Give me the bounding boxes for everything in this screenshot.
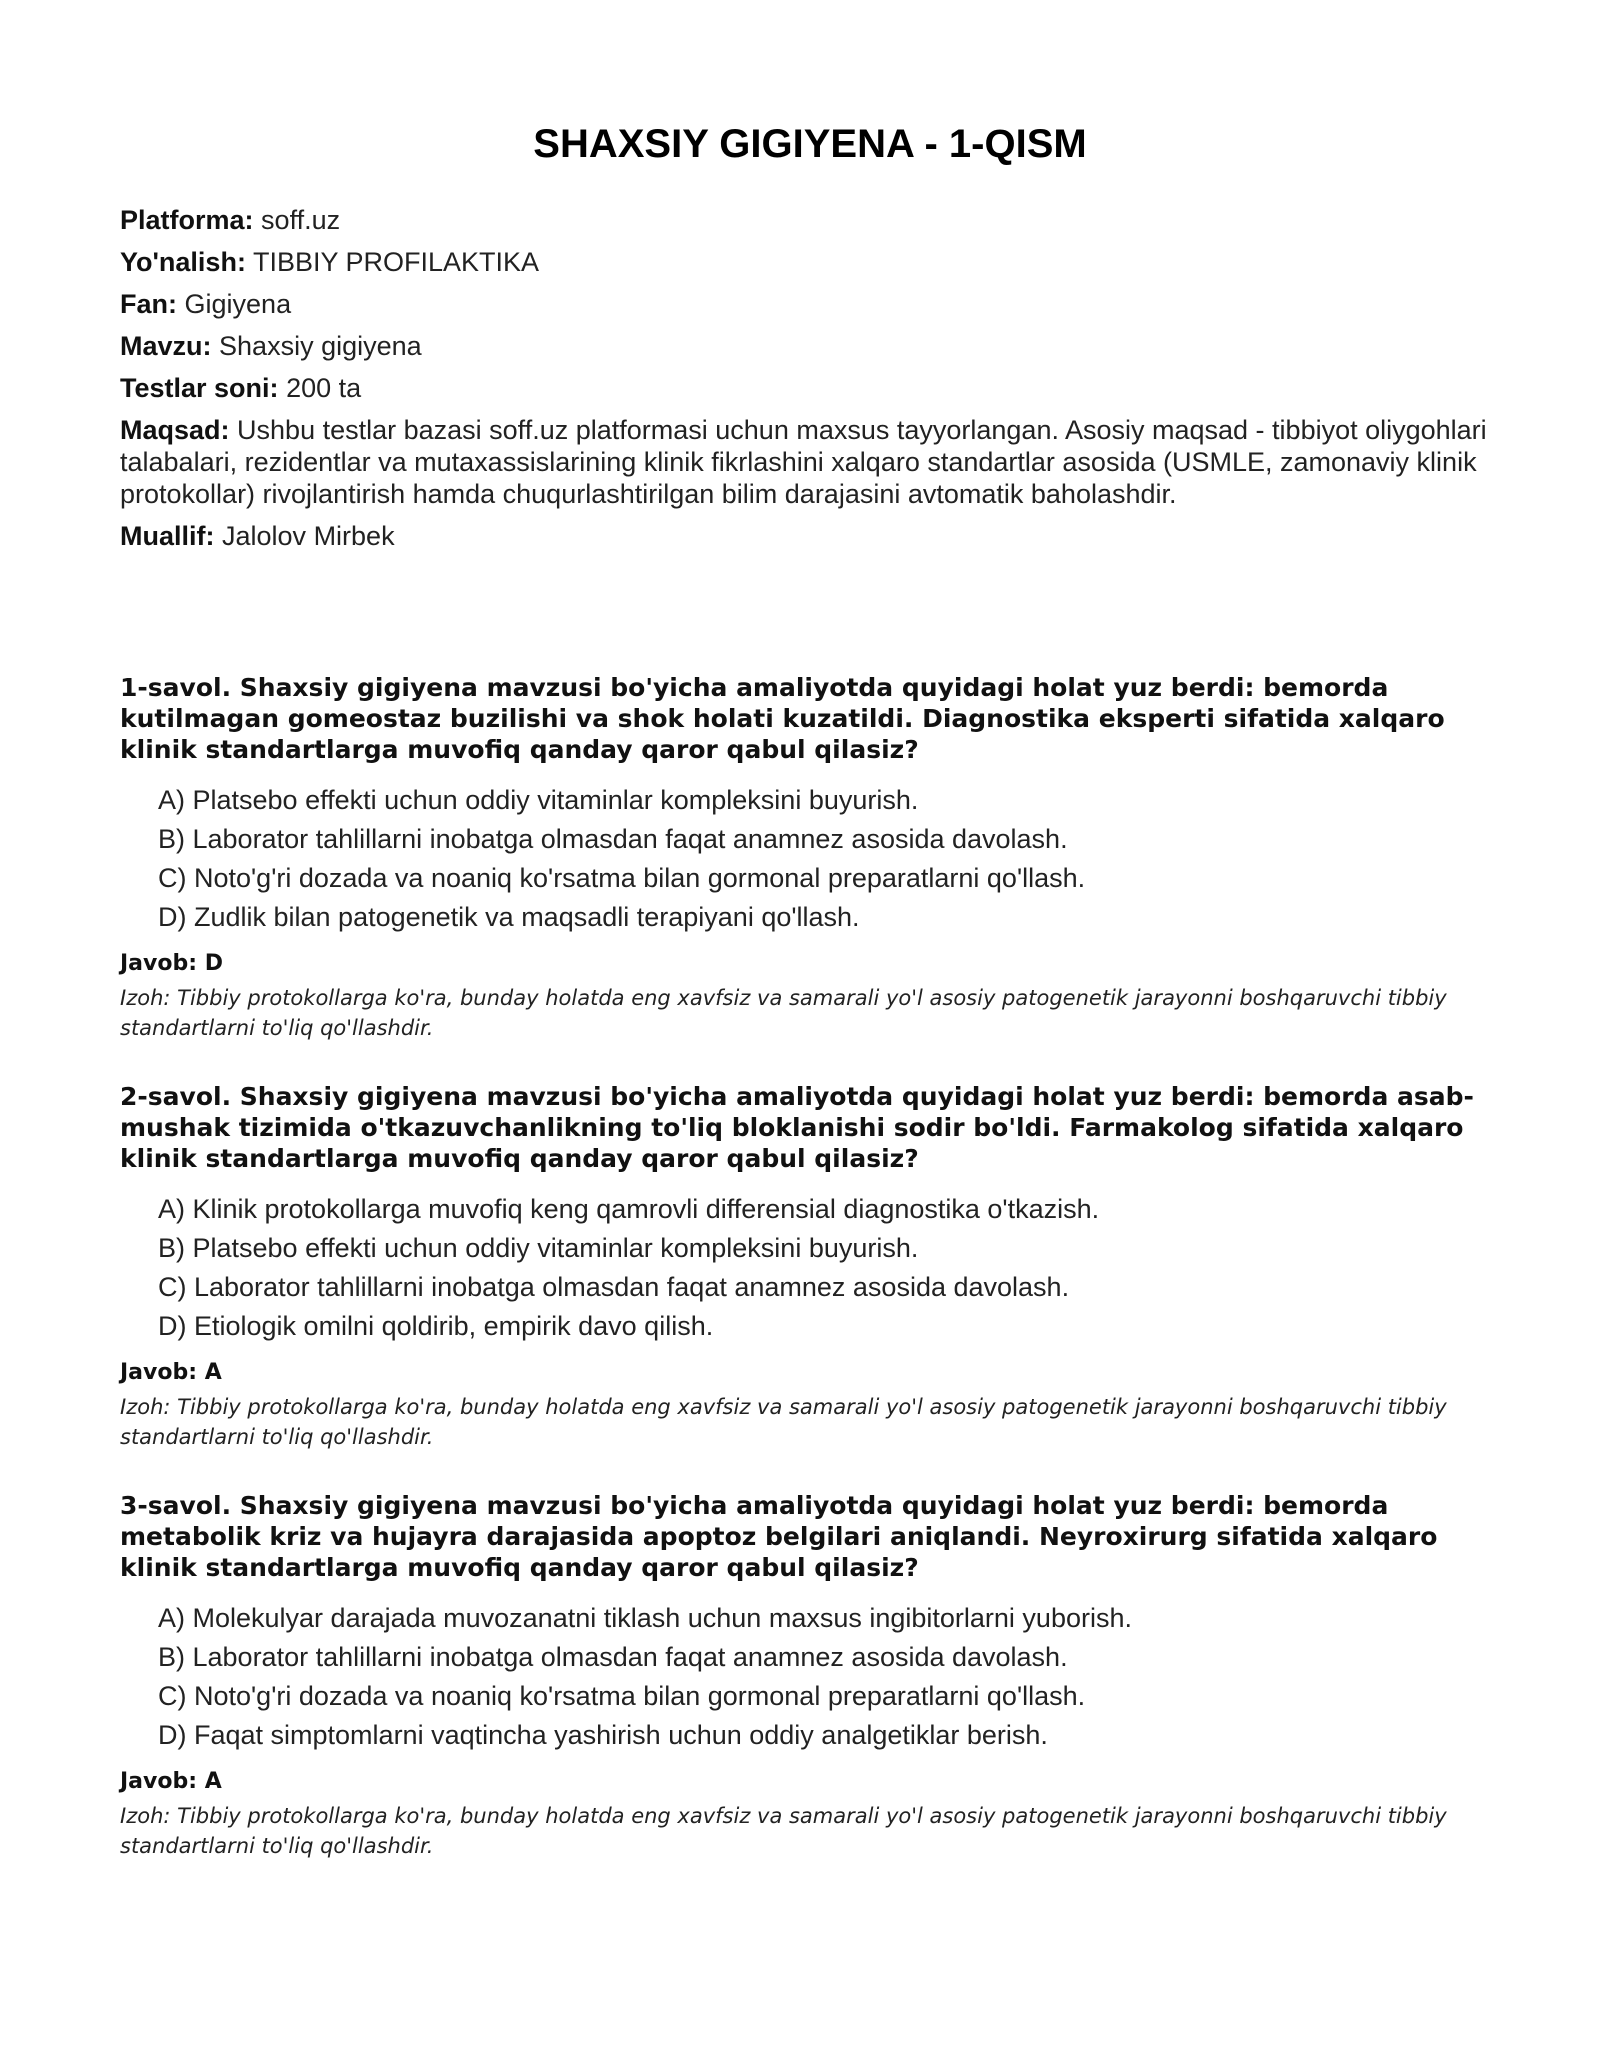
correct-answer: Javob: D bbox=[120, 951, 223, 976]
explanation-note: Izoh: Tibbiy protokollarga ko'ra, bunday holatda eng xavfsiz va samarali yo'l asosiy patogenetik jarayonni boshqaruvchi tibbiy standartlarni to'liq qo'llashdir. bbox=[120, 986, 1447, 1040]
option-b: B) Platsebo effekti uchun oddiy vitaminlar kompleksini buyurish. bbox=[158, 1233, 919, 1263]
correct-answer: Javob: A bbox=[120, 1769, 222, 1794]
option-d: D) Faqat simptomlarni vaqtincha yashirish uchun oddiy analgetiklar berish. bbox=[158, 1720, 1048, 1750]
answer-options bbox=[120, 781, 1500, 937]
option-d: D) Zudlik bilan patogenetik va maqsadli terapiyani qo'llash. bbox=[158, 902, 860, 932]
meta-tests-value: 200 ta bbox=[286, 373, 362, 403]
question-1 bbox=[120, 672, 1500, 1040]
meta-goal-label: Maqsad: bbox=[120, 415, 230, 445]
meta-topic-label: Mavzu: bbox=[120, 331, 212, 361]
meta-subject-value: Gigiyena bbox=[184, 289, 292, 319]
answer-options bbox=[120, 1190, 1500, 1346]
option-c: C) Noto'g'ri dozada va noaniq ko'rsatma bilan gormonal preparatlarni qo'llash. bbox=[158, 863, 1086, 893]
question-text: 2-savol. Shaxsiy gigiyena mavzusi bo'yicha amaliyotda quyidagi holat yuz berdi: bemorda asab-mushak tizimida o'tkazuvchanlikning to'liq bloklanishi sodir bo'ldi. Farmakolog sifatida xalqaro klinik standartlarga muvofiq qanday qaror qabul qilasiz? bbox=[120, 1082, 1474, 1173]
question-2 bbox=[120, 1081, 1500, 1449]
correct-answer: Javob: A bbox=[120, 1360, 222, 1385]
meta-author-label: Muallif: bbox=[120, 521, 215, 551]
option-a: A) Platsebo effekti uchun oddiy vitaminlar kompleksini buyurish. bbox=[158, 785, 919, 815]
meta-platform-value: soff.uz bbox=[261, 205, 341, 235]
question-text: 1-savol. Shaxsiy gigiyena mavzusi bo'yicha amaliyotda quyidagi holat yuz berdi: bemorda kutilmagan gomeostaz buzilishi va shok holati kuzatildi. Diagnostika eksperti sifatida xalqaro klinik standartlarga muvofiq qanday qaror qabul qilasiz? bbox=[120, 673, 1445, 764]
question-text: 3-savol. Shaxsiy gigiyena mavzusi bo'yicha amaliyotda quyidagi holat yuz berdi: bemorda metabolik kriz va hujayra darajasida apoptoz belgilari aniqlandi. Neyroxirurg sifatida xalqaro klinik standartlarga muvofiq qanday qaror qabul qilasiz? bbox=[120, 1491, 1438, 1582]
meta-direction-label: Yo'nalish: bbox=[120, 247, 246, 277]
meta-topic bbox=[120, 330, 1500, 362]
meta-goal-value: Ushbu testlar bazasi soff.uz platformasi uchun maxsus tayyorlangan. Asosiy maqsad - tibbiyot oliygohlari talabalari, rezidentlar va mutaxassislarining klinik fikrlashini xalqaro standartlar asosida (USMLE, zamonaviy klinik protokollar) rivojlantirish hamda chuqurlashtirilgan bilim darajasini avtomatik baholashdir. bbox=[120, 415, 1487, 509]
option-c: C) Noto'g'ri dozada va noaniq ko'rsatma bilan gormonal preparatlarni qo'llash. bbox=[158, 1681, 1086, 1711]
meta-tests-label: Testlar soni: bbox=[120, 373, 279, 403]
meta-author-value: Jalolov Mirbek bbox=[222, 521, 395, 551]
meta-author bbox=[120, 520, 1500, 552]
question-3 bbox=[120, 1490, 1500, 1858]
meta-platform-label: Platforma: bbox=[120, 205, 254, 235]
explanation-note: Izoh: Tibbiy protokollarga ko'ra, bunday holatda eng xavfsiz va samarali yo'l asosiy patogenetik jarayonni boshqaruvchi tibbiy standartlarni to'liq qo'llashdir. bbox=[120, 1395, 1447, 1449]
document-meta bbox=[120, 204, 1500, 562]
question-list bbox=[120, 672, 1500, 1899]
meta-goal bbox=[120, 414, 1500, 510]
meta-subject-label: Fan: bbox=[120, 289, 177, 319]
option-b: B) Laborator tahlillarni inobatga olmasdan faqat anamnez asosida davolash. bbox=[158, 1642, 1068, 1672]
meta-tests bbox=[120, 372, 1500, 404]
document-title: SHAXSIY GIGIYENA - 1-QISM bbox=[533, 122, 1087, 166]
meta-topic-value: Shaxsiy gigiyena bbox=[219, 331, 422, 361]
option-b: B) Laborator tahlillarni inobatga olmasdan faqat anamnez asosida davolash. bbox=[158, 824, 1068, 854]
explanation-note: Izoh: Tibbiy protokollarga ko'ra, bunday holatda eng xavfsiz va samarali yo'l asosiy patogenetik jarayonni boshqaruvchi tibbiy standartlarni to'liq qo'llashdir. bbox=[120, 1804, 1447, 1858]
meta-subject bbox=[120, 288, 1500, 320]
meta-direction-value: TIBBIY PROFILAKTIKA bbox=[252, 247, 540, 277]
meta-platform bbox=[120, 204, 1500, 236]
answer-options bbox=[120, 1599, 1500, 1755]
option-a: A) Klinik protokollarga muvofiq keng qamrovli differensial diagnostika o'tkazish. bbox=[158, 1194, 1100, 1224]
meta-direction bbox=[120, 246, 1500, 278]
option-c: C) Laborator tahlillarni inobatga olmasdan faqat anamnez asosida davolash. bbox=[158, 1272, 1070, 1302]
option-d: D) Etiologik omilni qoldirib, empirik davo qilish. bbox=[158, 1311, 714, 1341]
option-a: A) Molekulyar darajada muvozanatni tiklash uchun maxsus ingibitorlarni yuborish. bbox=[158, 1603, 1132, 1633]
